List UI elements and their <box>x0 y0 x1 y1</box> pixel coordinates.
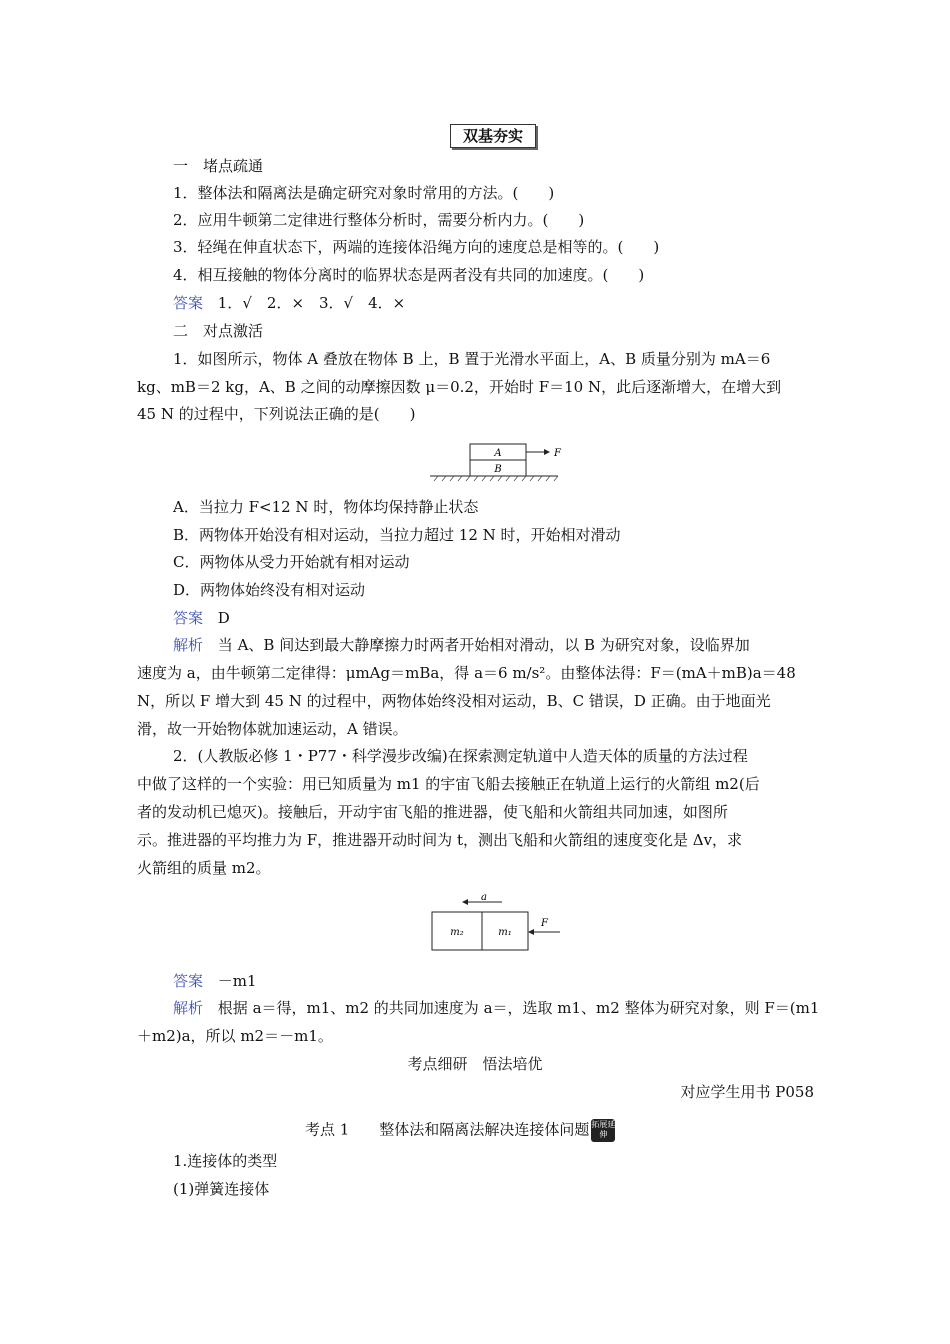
q2-line-4: 示。推进器的平均推力为 F，推进器开动时间为 t，测出飞船和火箭组的速度变化是 Δv，求 <box>137 831 743 849</box>
q1-analysis-line-1: 当 A、B 间达到最大静摩擦力时两者开始相对滑动，以 B 为研究对象，设临界加 <box>217 636 750 654</box>
fig1-label-f: F <box>554 448 561 459</box>
section1-heading: 一 堵点疏通 <box>173 157 264 175</box>
option-b: B．两物体开始没有相对运动，当拉力超过 12 N 时，开始相对滑动 <box>173 526 621 544</box>
q2-line-5: 火箭组的质量 m2。 <box>137 859 271 877</box>
q1-analysis-line-4: 滑，故一开始物体就加速运动，A 错误。 <box>137 720 408 738</box>
q2-analysis-label: 解析 <box>173 999 204 1017</box>
subheading-1: 1.连接体的类型 <box>173 1152 278 1170</box>
section-title-box: 双基夯实 <box>450 124 536 148</box>
q2-answer-row <box>173 971 257 991</box>
q1-line-1: 1．如图所示，物体 A 叠放在物体 B 上，B 置于光滑水平面上，A、B 质量分别为 mA＝6 <box>173 350 771 368</box>
q1-analysis-line-2: 速度为 a，由牛顿第二定律得：μmAg＝mBa，得 a＝6 m/s²。由整体法得：F＝(mA＋mB)a＝48 <box>137 664 796 682</box>
q2-answer-label: 答案 <box>173 972 204 990</box>
stmt-3: 3．轻绳在伸直状态下，两端的连接体沿绳方向的速度总是相等的。( ) <box>173 238 660 256</box>
q2-analysis-line-1: 根据 a＝得，m1、m2 的共同加速度为 a＝，选取 m1、m2 整体为研究对象，则 F＝(m1 <box>217 999 820 1017</box>
topic-title: 考点 1 整体法和隔离法解决连接体问题 <box>305 1120 590 1139</box>
q2-line-2: 中做了这样的一个实验：用已知质量为 m1 的宇宙飞船去接触正在轨道上运行的火箭组 m2(后 <box>137 775 760 793</box>
q2-answer: －m1 <box>217 972 257 990</box>
student-book-ref: 对应学生用书 P058 <box>680 1083 814 1101</box>
answer-row-1 <box>173 293 405 313</box>
answer-label: 答案 <box>173 294 204 312</box>
q1-answer: D <box>217 609 230 627</box>
fig1-label-a: A <box>494 448 502 459</box>
q2-analysis-row-1 <box>173 998 819 1018</box>
topic-row <box>305 1119 615 1142</box>
option-d: D．两物体始终没有相对运动 <box>173 581 366 599</box>
fig2-label-m1: m₁ <box>498 927 512 938</box>
option-c: C．两物体从受力开始就有相对运动 <box>173 553 410 571</box>
fig2-label-m2: m₂ <box>450 927 464 938</box>
fig1-label-b: B <box>494 464 502 475</box>
q1-answer-row <box>173 608 230 628</box>
q1-analysis-row-1 <box>173 635 750 655</box>
q1-line-2: kg、mB＝2 kg，A、B 之间的动摩擦因数 μ＝0.2，开始时 F＝10 N，此后逐渐增大，在增大到 <box>137 378 782 396</box>
stmt-1: 1．整体法和隔离法是确定研究对象时常用的方法。( ) <box>173 184 555 202</box>
q1-analysis-label: 解析 <box>173 636 204 654</box>
section2-heading: 二 对点激活 <box>173 322 264 340</box>
q2-line-1: 2．(人教版必修 1・P77・科学漫步改编)在探索测定轨道中人造天体的质量的方法过程 <box>173 747 748 765</box>
figure-2-blocks <box>428 890 568 956</box>
q1-analysis-line-3: N，所以 F 增大到 45 N 的过程中，两物体始终没相对运动，B、C 错误，D 正确。由于地面光 <box>137 692 771 710</box>
answer-text: 1．√ 2．× 3．√ 4．× <box>217 294 406 312</box>
fig2-label-f: F <box>541 918 548 929</box>
extension-badge: 拓展延伸 <box>591 1119 615 1142</box>
option-a: A．当拉力 F<12 N 时，物体均保持静止状态 <box>173 498 479 516</box>
subheading-2: (1)弹簧连接体 <box>173 1180 270 1198</box>
fig2-label-a: a <box>481 892 487 903</box>
stmt-2: 2．应用牛顿第二定律进行整体分析时，需要分析内力。( ) <box>173 211 585 229</box>
stmt-4: 4．相互接触的物体分离时的临界状态是两者没有共同的加速度。( ) <box>173 266 645 284</box>
section3-heading: 考点细研 悟法培优 <box>407 1055 543 1073</box>
q2-line-3: 者的发动机已熄灭)。接触后，开动宇宙飞船的推进器，使飞船和火箭组共同加速，如图所 <box>137 803 728 821</box>
q1-answer-label: 答案 <box>173 609 204 627</box>
q1-line-3: 45 N 的过程中，下列说法正确的是( ) <box>137 405 416 423</box>
q2-analysis-line-2: ＋m2)a，所以 m2＝－m1。 <box>137 1027 333 1045</box>
figure-1-blocks <box>430 440 570 484</box>
